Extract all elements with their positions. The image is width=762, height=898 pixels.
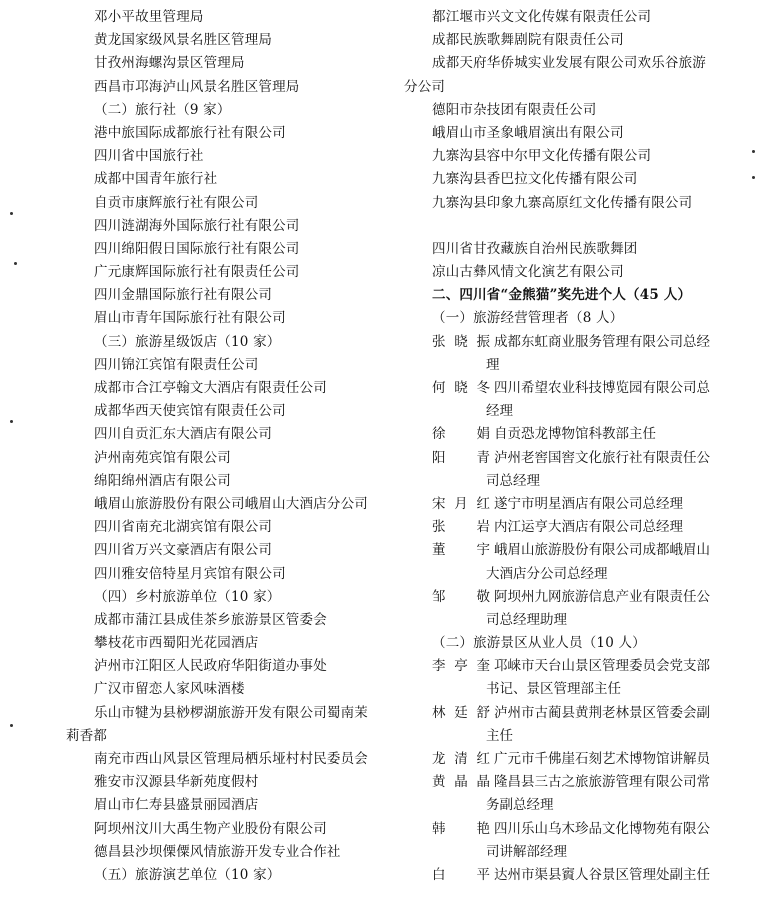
list-item: 都江堰市兴文文化传媒有限责任公司 (432, 9, 652, 25)
person-entry (404, 586, 722, 609)
list-item: 四川省甘孜藏族自治州民族歌舞团 (432, 240, 638, 257)
list-item: 自贡市康辉旅行社有限公司 (94, 194, 259, 211)
person-name: 韩艳 (432, 820, 490, 837)
person-name: 李亭奎 (432, 658, 490, 675)
left-column (66, 6, 388, 887)
list-item-continuation: 莉香都 (66, 727, 108, 744)
person-name: 何晓冬 (432, 380, 490, 396)
section-heading: （一）旅游经营管理者（8 人） (432, 310, 624, 327)
list-item: 眉山市仁寿县盛景丽园酒店 (94, 797, 259, 814)
person-title: 遂宁市明星酒店有限公司总经理 (494, 495, 683, 512)
list-item: 绵阳绵州酒店有限公司 (94, 472, 231, 489)
person-title-continuation: 经理 (486, 403, 513, 420)
person-entry (404, 539, 722, 562)
list-item: 成都华西天使宾馆有限责任公司 (94, 403, 286, 420)
list-item: 四川绵阳假日国际旅行社有限公司 (94, 240, 300, 257)
person-title-continuation: 司总经理 (486, 472, 540, 489)
scan-speck (10, 420, 13, 423)
person-title-continuation: 大酒店分公司总经理 (486, 565, 608, 582)
section-heading: （二）旅游景区从业人员（10 人） (432, 635, 646, 652)
person-title-continuation: 主任 (486, 727, 513, 744)
person-entry (404, 702, 722, 725)
person-entry (404, 655, 722, 678)
list-item: 雅安市汉源县华新苑度假村 (94, 774, 259, 791)
person-title-continuation: 理 (486, 356, 500, 373)
person-name: 阳青 (432, 449, 490, 466)
list-item: 阿坝州汶川大禹生物产业股份有限公司 (94, 820, 327, 837)
list-item: 南充市西山风景区管理局栖乐垭村村民委员会 (94, 751, 368, 767)
section-heading: （五）旅游演艺单位（10 家） (94, 866, 281, 883)
scan-speck (10, 724, 13, 727)
list-item: 黄龙国家级风景名胜区管理局 (94, 32, 273, 49)
list-item: 邓小平故里管理局 (94, 9, 204, 25)
person-name: 林廷舒 (432, 704, 490, 721)
person-name: 徐娟 (432, 426, 490, 443)
list-item: 四川涟湖海外国际旅行社有限公司 (94, 217, 300, 234)
list-item: 成都民族歌舞剧院有限责任公司 (432, 32, 624, 49)
person-title: 隆昌县三古之旅旅游管理有限公司常 (494, 774, 710, 791)
list-item: 成都中国青年旅行社 (94, 171, 218, 188)
list-item: 成都天府华侨城实业发展有限公司欢乐谷旅游 (432, 55, 706, 72)
scan-speck (10, 212, 13, 215)
list-item: 泸州南苑宾馆有限公司 (94, 449, 231, 466)
person-entry (404, 377, 722, 400)
list-item-continuation: 分公司 (404, 78, 446, 95)
scan-speck (14, 262, 17, 265)
person-title-continuation: 书记、景区管理部主任 (486, 681, 621, 698)
person-title: 达州市渠县賨人谷景区管理处副主任 (494, 866, 710, 883)
part-heading: 二、四川省“金熊猫”奖先进个人（45 人） (432, 287, 692, 304)
person-title: 四川乐山乌木珍品文化博物苑有限公 (494, 820, 710, 837)
person-title-continuation: 务副总经理 (486, 797, 554, 814)
list-item: 九寨沟县印象九寨高原红文化传播有限公司 (432, 194, 693, 211)
section-heading: （四）乡村旅游单位（10 家） (94, 588, 281, 605)
blank-line (404, 215, 722, 238)
list-item: 四川金鼎国际旅行社有限公司 (94, 287, 273, 304)
person-entry (404, 331, 722, 354)
scan-speck (752, 150, 755, 153)
list-item: 港中旅国际成都旅行社有限公司 (94, 124, 286, 141)
list-item: 甘孜州海螺沟景区管理局 (94, 55, 245, 72)
person-title-continuation: 司讲解部经理 (486, 843, 567, 860)
person-entry (404, 493, 722, 516)
person-name: 黄晶晶 (432, 774, 490, 791)
list-item: 西昌市邛海泸山风景名胜区管理局 (94, 78, 300, 95)
person-name: 张岩 (432, 519, 490, 536)
list-item: 德昌县沙坝傈僳风情旅游开发专业合作社 (94, 843, 341, 860)
section-heading: （二）旅行社（9 家） (94, 101, 231, 118)
person-name: 宋月红 (432, 495, 490, 512)
person-title: 泸州市古蔺县黄荆老林景区管委会副 (494, 704, 710, 721)
person-title-continuation: 司总经理助理 (486, 611, 567, 628)
person-title: 广元市千佛崖石刻艺术博物馆讲解员 (494, 751, 710, 767)
list-item: 峨眉山市圣象峨眉演出有限公司 (432, 124, 624, 141)
scan-speck (752, 176, 755, 179)
list-item: 广元康辉国际旅行社有限责任公司 (94, 264, 300, 281)
person-name: 白平 (432, 866, 490, 883)
list-item: 攀枝花市西蜀阳光花园酒店 (94, 635, 259, 652)
person-name: 张晓振 (432, 333, 490, 350)
person-entry (404, 447, 722, 470)
person-entry (404, 516, 722, 539)
list-item: 四川省南充北湖宾馆有限公司 (94, 519, 273, 536)
list-item: 四川省中国旅行社 (94, 148, 204, 165)
person-title: 邛崃市天台山景区管理委员会党支部 (494, 658, 710, 675)
person-name: 邹敬 (432, 588, 490, 605)
list-item: 四川省万兴文豪酒店有限公司 (94, 542, 273, 559)
person-title: 阿坝州九网旅游信息产业有限责任公 (494, 588, 710, 605)
person-entry (404, 818, 722, 841)
list-item: 四川雅安倍特星月宾馆有限公司 (94, 565, 286, 582)
person-title: 成都东虹商业服务管理有限公司总经 (494, 333, 710, 350)
person-entry (404, 748, 722, 771)
person-title: 峨眉山旅游股份有限公司成都峨眉山 (494, 542, 710, 559)
list-item: 成都市蒲江县成佳茶乡旅游景区管委会 (94, 611, 327, 628)
list-item: 乐山市犍为县桫椤湖旅游开发有限公司蜀南茉 (94, 704, 368, 721)
list-item: 峨眉山旅游股份有限公司峨眉山大酒店分公司 (94, 495, 368, 512)
person-entry (404, 864, 722, 887)
person-name: 龙清红 (432, 751, 490, 767)
list-item: 泸州市江阳区人民政府华阳街道办事处 (94, 658, 327, 675)
right-column (404, 6, 722, 887)
list-item: 凉山古彝风情文化演艺有限公司 (432, 264, 624, 281)
person-title: 自贡恐龙博物馆科教部主任 (494, 426, 656, 443)
list-item: 眉山市青年国际旅行社有限公司 (94, 310, 286, 327)
person-title: 泸州老窖国窖文化旅行社有限责任公 (494, 449, 710, 466)
person-title: 内江运亨大酒店有限公司总经理 (494, 519, 683, 536)
list-item: 成都市合江亭翰文大酒店有限责任公司 (94, 380, 327, 396)
list-item: 德阳市杂技团有限责任公司 (432, 101, 597, 118)
person-name: 董宇 (432, 542, 490, 559)
list-item: 九寨沟县容中尔甲文化传播有限公司 (432, 148, 652, 165)
list-item: 九寨沟县香巴拉文化传播有限公司 (432, 171, 638, 188)
person-entry (404, 423, 722, 446)
list-item: 广汉市留恋人家风味酒楼 (94, 681, 245, 698)
list-item: 四川自贡汇东大酒店有限公司 (94, 426, 273, 443)
person-title: 四川希望农业科技博览园有限公司总 (494, 380, 710, 396)
person-entry (404, 771, 722, 794)
list-item: 四川锦江宾馆有限责任公司 (94, 356, 259, 373)
section-heading: （三）旅游星级饭店（10 家） (94, 333, 281, 350)
